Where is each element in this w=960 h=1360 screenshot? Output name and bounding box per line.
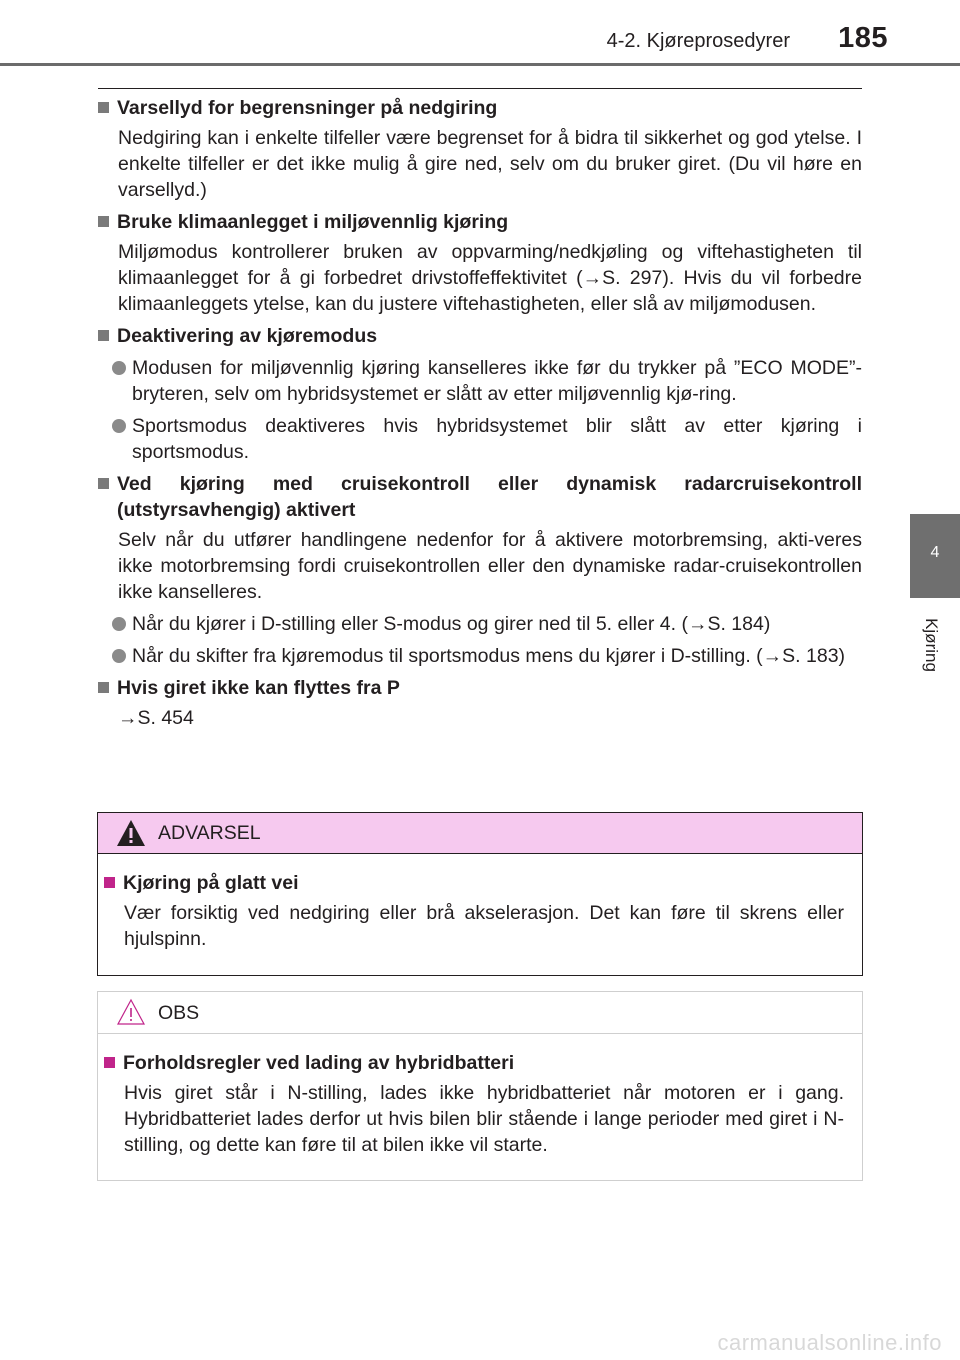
square-bullet-icon <box>104 1057 115 1068</box>
list-item: Modusen for miljøvennlig kjøring kanselleres ikke før du trykker på ”ECO MODE”-bryteren, selv om hybridsystemet er slått av etter miljøvennlig kjø-ring. <box>98 355 862 407</box>
section-cruise-control <box>98 471 862 669</box>
round-bullet-icon <box>112 361 126 375</box>
round-bullet-icon <box>112 649 126 663</box>
content-top-rule <box>98 88 862 89</box>
warning-heading: Kjøring på glatt vei <box>123 872 299 894</box>
square-bullet-icon <box>104 877 115 888</box>
round-bullet-icon <box>112 419 126 433</box>
square-bullet-icon <box>98 682 109 693</box>
list-item: Sportsmodus deaktiveres hvis hybridsystemet blir slått av etter kjøring i sportsmodus. <box>98 413 862 465</box>
list-item: Når du kjører i D-stilling eller S-modus og girer ned til 5. eller 4. (→S. 184) <box>98 611 862 637</box>
section-heading: Bruke klimaanlegget i miljøvennlig kjøring <box>117 211 509 233</box>
square-bullet-icon <box>98 216 109 227</box>
section-climate-eco <box>98 209 862 317</box>
square-bullet-icon <box>98 478 109 489</box>
notice-box <box>97 991 863 1181</box>
section-text: Miljømodus kontrollerer bruken av oppvarming/nedkjøling og viftehastigheten til klimaanlegget for å gi forbedret drivstoffeffektivitet (→S. 297). Hvis du vil forbedre klimaanleggets ytelse, kan du justere viftehastigheten, eller slå av miljømodusen. <box>118 241 862 315</box>
list-item: Når du skifter fra kjøremodus til sportsmodus mens du kjører i D-stilling. (→S. 183) <box>98 643 862 669</box>
chapter-number: 4 <box>930 544 940 561</box>
section-title: 4-2. Kjøreprosedyrer <box>606 30 790 52</box>
round-bullet-icon <box>112 617 126 631</box>
section-heading: Ved kjøring med cruisekontroll eller dynamisk radarcruisekontroll (utstyrsavhengig) aktivert <box>117 473 862 521</box>
section-downshift-warning <box>98 95 862 203</box>
section-heading: Varsellyd for begrensninger på nedgiring <box>117 97 498 119</box>
notice-heading: Forholdsregler ved lading av hybridbatteri <box>123 1052 515 1074</box>
warning-text: Vær forsiktig ved nedgiring eller brå akselerasjon. Det kan føre til skrens eller hjulspinn. <box>124 902 844 950</box>
caution-outline-triangle-icon <box>116 998 146 1026</box>
main-content <box>98 95 862 737</box>
page-header <box>0 0 960 64</box>
watermark: carmanualsonline.info <box>717 1330 942 1355</box>
notice-text: Hvis giret står i N-stilling, lades ikke hybridbatteriet når motoren er i gang. Hybridbatteriet lades derfor ut hvis bilen blir stående i lange perioder med giret i N-stilling, og dette kan føre til at bilen ikke vil starte. <box>124 1082 844 1156</box>
notice-header <box>98 992 862 1034</box>
page-reference-link[interactable]: →S. 454 <box>118 707 194 729</box>
section-text: Selv når du utfører handlingene nedenfor for å aktivere motorbremsing, akti-veres ikke motorbremsing fordi cruisekontrollen eller den dynamiske radar-cruisekontrollen ikke kanselleres. <box>118 529 862 603</box>
section-shift-from-p <box>98 675 862 731</box>
notice-label: OBS <box>158 1002 200 1024</box>
warning-header <box>98 813 862 854</box>
chapter-tab[interactable] <box>910 514 960 598</box>
section-heading: Hvis giret ikke kan flyttes fra P <box>117 677 400 699</box>
warning-label: ADVARSEL <box>158 822 261 844</box>
page-number: 185 <box>838 22 888 54</box>
section-text: Nedgiring kan i enkelte tilfeller være begrenset for å bidra til sikkerhet og god ytelse. I enkelte tilfeller er det ikke mulig å gire ned, selv om du bruker giret. (Du vil høre en varsellyd.) <box>118 127 862 201</box>
header-divider <box>0 63 960 66</box>
warning-box <box>97 812 863 976</box>
section-deactivate-mode <box>98 323 862 465</box>
chapter-label: Kjøring <box>922 618 941 672</box>
square-bullet-icon <box>98 330 109 341</box>
warning-triangle-icon <box>116 819 146 847</box>
square-bullet-icon <box>98 102 109 113</box>
section-heading: Deaktivering av kjøremodus <box>117 325 378 347</box>
